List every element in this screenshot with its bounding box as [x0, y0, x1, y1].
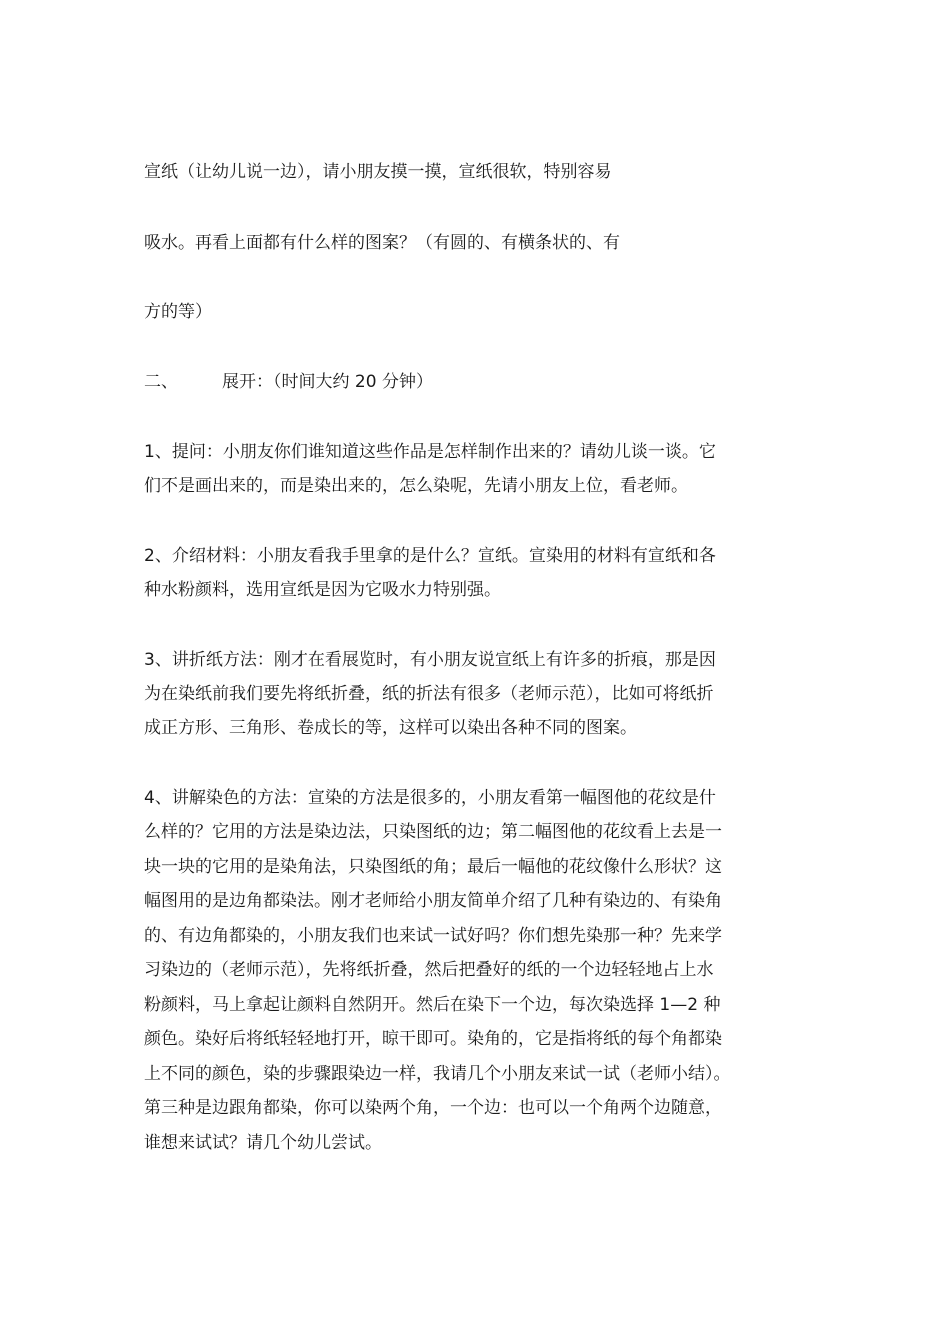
item4-line-8: 颜色。染好后将纸轻轻地打开，晾干即可。染角的，它是指将纸的每个角都染 [144, 1029, 722, 1049]
item1-line-1: 1、提问：小朋友你们谁知道这些作品是怎样制作出来的？请幼儿谈一谈。它 [144, 442, 716, 462]
item4-line-6: 习染边的（老师示范），先将纸折叠，然后把叠好的纸的一个边轻轻地占上水 [144, 960, 714, 980]
section-title: 展开：（时间大约 20 分钟） [222, 372, 433, 392]
item4-line-3: 块一块的它用的是染角法，只染图纸的角；最后一幅他的花纹像什么形状？这 [144, 857, 722, 877]
item3-line-1: 3、讲折纸方法：刚才在看展览时，有小朋友说宣纸上有许多的折痕，那是因 [144, 650, 716, 670]
intro-line-3: 方的等） [144, 302, 212, 322]
item3-line-3: 成正方形、三角形、卷成长的等，这样可以染出各种不同的图案。 [144, 718, 637, 738]
item4-line-11: 谁想来试试？请几个幼儿尝试。 [144, 1133, 382, 1153]
item3-line-2: 为在染纸前我们要先将纸折叠，纸的折法有很多（老师示范），比如可将纸折 [144, 684, 714, 704]
item4-line-4: 幅图用的是边角都染法。刚才老师给小朋友简单介绍了几种有染边的、有染角 [144, 891, 722, 911]
item4-line-10: 第三种是边跟角都染，你可以染两个角，一个边：也可以一个角两个边随意， [144, 1098, 722, 1118]
item4-line-9: 上不同的颜色，染的步骤跟染边一样，我请几个小朋友来试一试（老师小结）。 [144, 1064, 731, 1084]
item4-line-7: 粉颜料，马上拿起让颜料自然阴开。然后在染下一个边，每次染选择 1—2 种 [144, 995, 721, 1015]
item4-line-2: 么样的？它用的方法是染边法，只染图纸的边；第二幅图他的花纹看上去是一 [144, 822, 722, 842]
item4-line-5: 的、有边角都染的，小朋友我们也来试一试好吗？你们想先染那一种？先来学 [144, 926, 722, 946]
item1-line-2: 们不是画出来的，而是染出来的，怎么染呢，先请小朋友上位，看老师。 [144, 476, 688, 496]
intro-line-1: 宣纸（让幼儿说一边），请小朋友摸一摸，宣纸很软，特别容易 [144, 162, 612, 182]
item2-line-2: 种水粉颜料，选用宣纸是因为它吸水力特别强。 [144, 580, 501, 600]
item2-line-1: 2、介绍材料：小朋友看我手里拿的是什么？宣纸。宣染用的材料有宣纸和各 [144, 546, 716, 566]
intro-line-2: 吸水。再看上面都有什么样的图案？（有圆的、有横条状的、有 [144, 233, 620, 253]
section-number: 二、 [144, 372, 178, 392]
item4-line-1: 4、讲解染色的方法：宣染的方法是很多的，小朋友看第一幅图他的花纹是什 [144, 788, 716, 808]
